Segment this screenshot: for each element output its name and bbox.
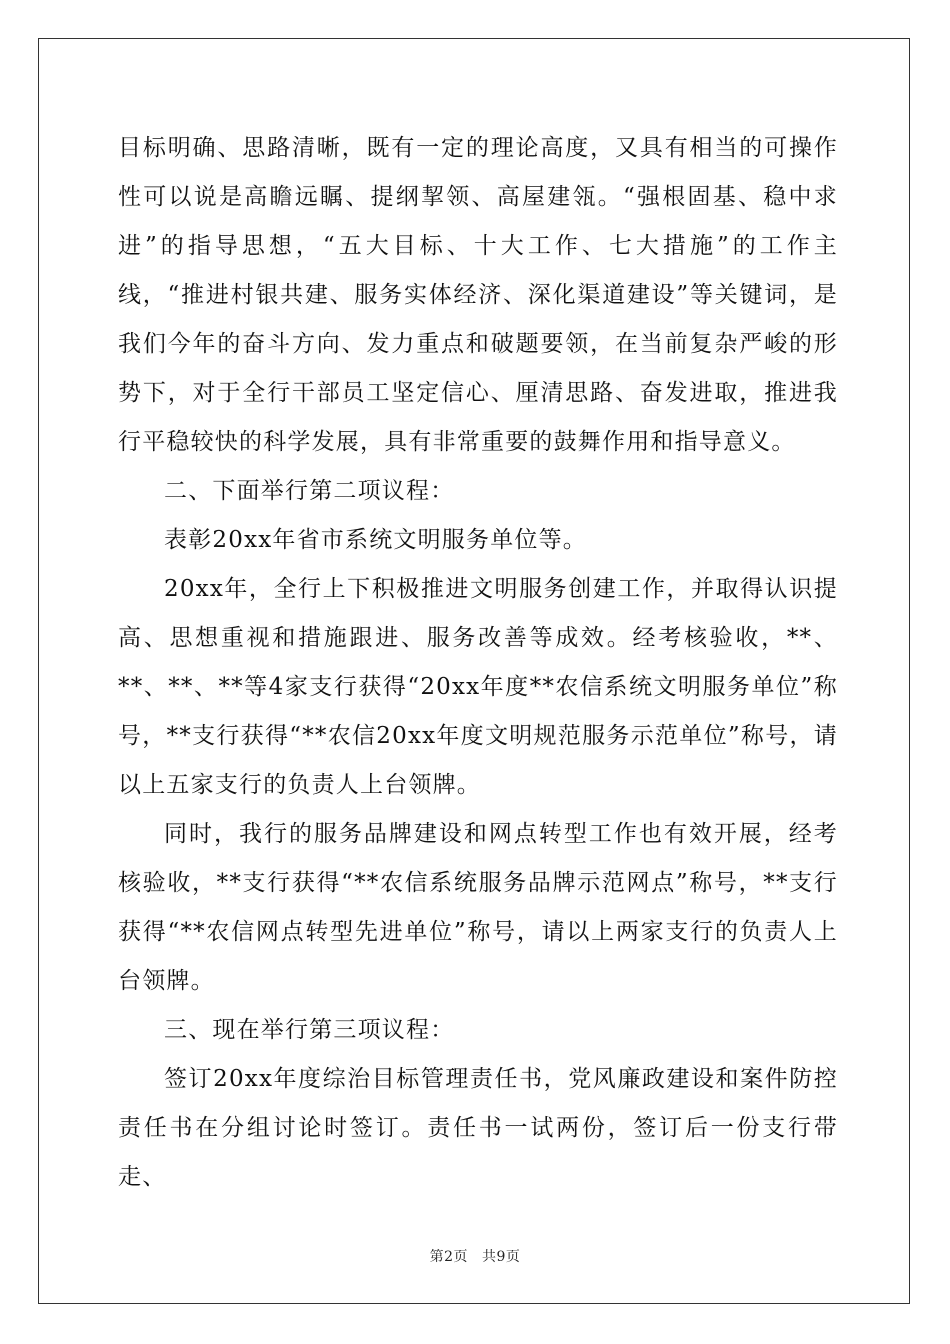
paragraph-5: 同时，我行的服务品牌建设和网点转型工作也有效开展，经考核验收，**支行获得“**农信系统服务品牌示范网点”称号，**支行获得“**农信网点转型先进单位”称号，请以上两家支行的负责人上台领牌。 — [118, 821, 838, 994]
page-footer — [0, 1246, 950, 1266]
paragraph-2-heading: 二、下面举行第二项议程： — [164, 478, 455, 504]
paragraph-4: 20xx年，全行上下积极推进文明服务创建工作，并取得认识提高、思想重视和措施跟进、服务改善等成效。经考核验收，**、**、**、**等4家支行获得“20xx年度**农信系统文明服务单位”称号，**支行获得“**农信20xx年度文明规范服务示范单位”称号，请以上五家支行的负责人上台领牌。 — [118, 576, 838, 798]
paragraph-6-heading: 三、现在举行第三项议程： — [164, 1017, 455, 1043]
paragraph-7: 签订20xx年度综治目标管理责任书，党风廉政建设和案件防控责任书在分组讨论时签订。责任书一试两份，签订后一份支行带走、 — [118, 1066, 838, 1190]
page-number-total: 共9页 — [482, 1249, 521, 1265]
page-number-current: 第2页 — [429, 1249, 468, 1265]
paragraph-1: 目标明确、思路清晰，既有一定的理论高度，又具有相当的可操作性可以说是高瞻远瞩、提纲挈领、高屋建瓴。“强根固基、稳中求进”的指导思想，“五大目标、十大工作、七大措施”的工作主线，“推进村银共建、服务实体经济、深化渠道建设”等关键词，是我们今年的奋斗方向、发力重点和破题要领，在当前复杂严峻的形势下，对于全行干部员工坚定信心、厘清思路、奋发进取，推进我行平稳较快的科学发展，具有非常重要的鼓舞作用和指导意义。 — [118, 135, 838, 455]
paragraph-3: 表彰20xx年省市系统文明服务单位等。 — [164, 527, 588, 553]
document-body — [118, 124, 838, 1202]
